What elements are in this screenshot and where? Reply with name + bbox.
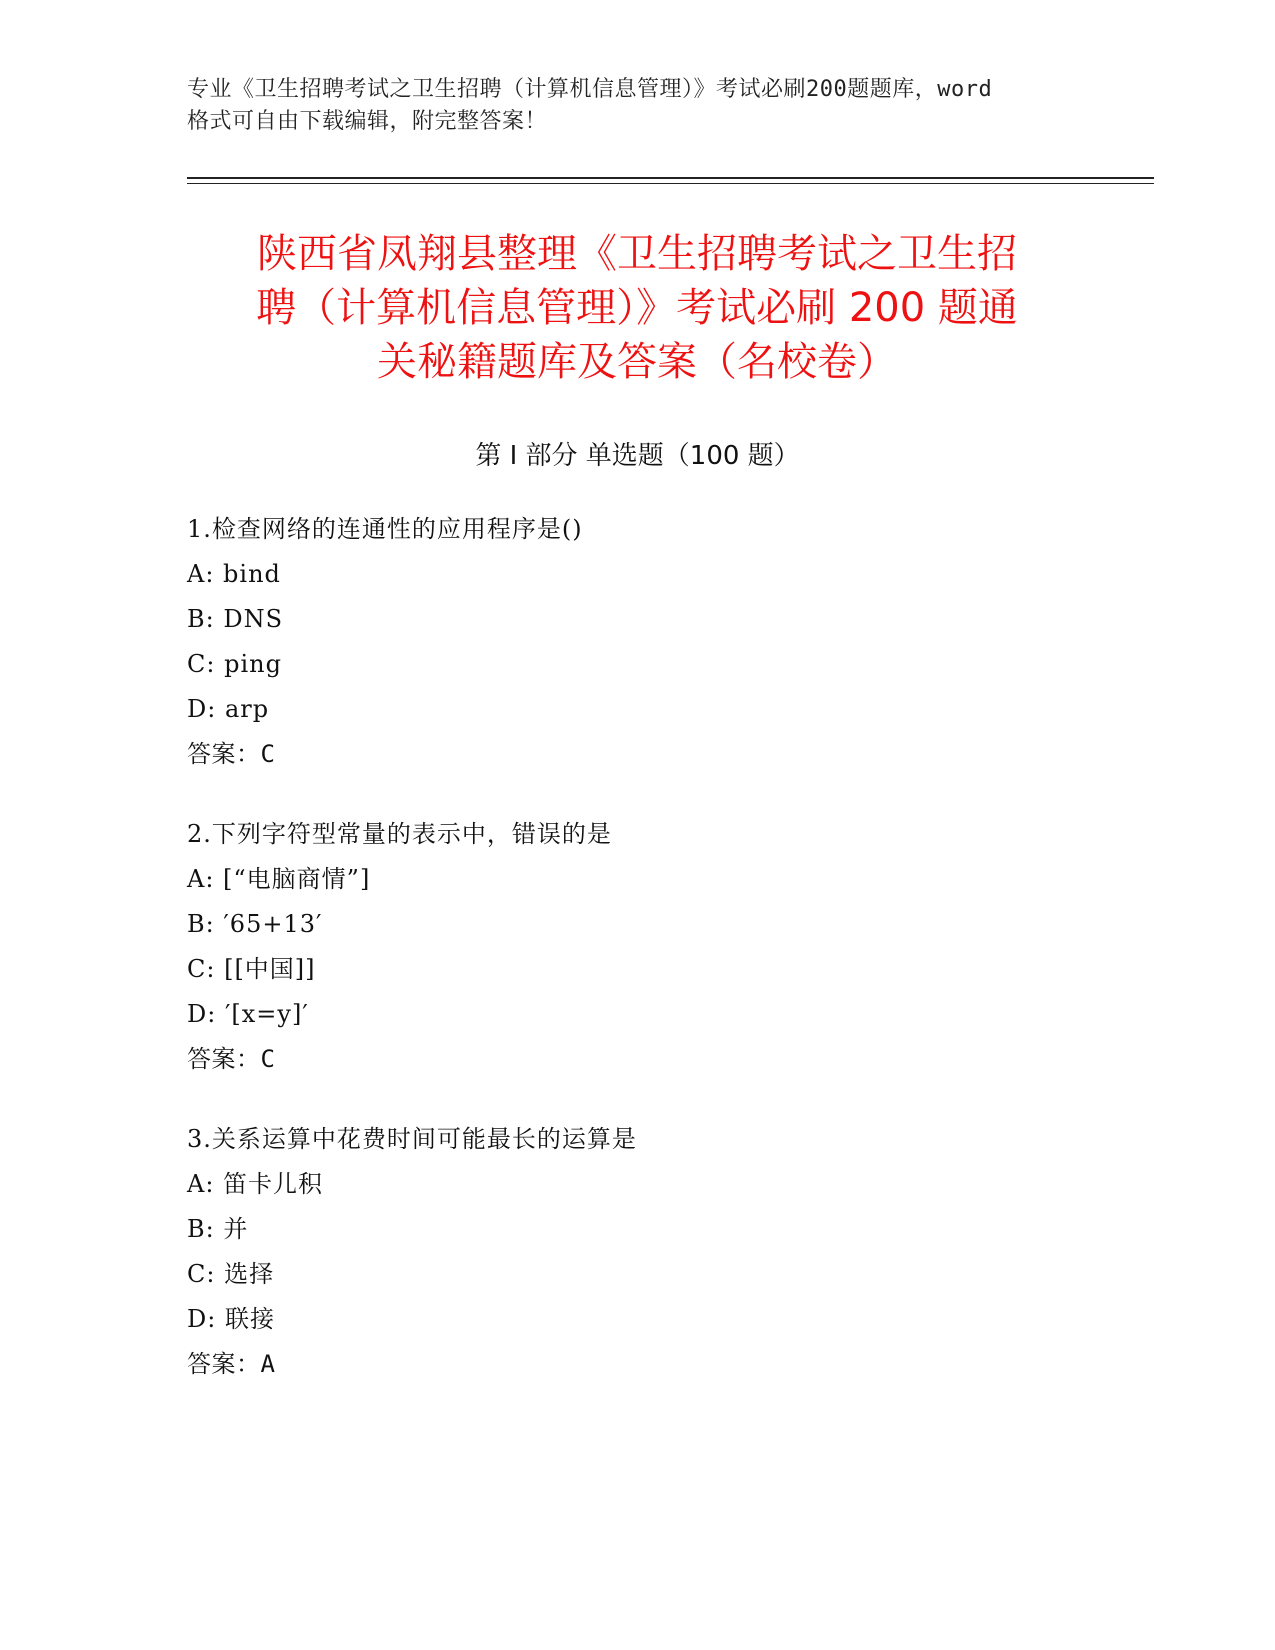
answer-label: 答案： [187,740,261,768]
question-stem: 1.检查网络的连通性的应用程序是() [187,515,583,543]
option-a: A: bind [187,560,281,588]
header-rule-thick [187,177,1154,179]
option-b: B: 并 [187,1215,249,1243]
option-a: A: [“电脑商情”] [187,865,371,893]
option-d: D: 联接 [187,1305,275,1333]
header-note-line-2: 格式可自由下载编辑，附完整答案！ [187,109,548,134]
section-title: 第 I 部分 单选题（100 题） [475,441,800,471]
header-rule-thin [187,183,1154,184]
document-title-line-3: 关秘籍题库及答案（名校卷） [377,339,897,385]
header-note [187,74,1087,138]
option-c: C: ping [187,650,282,678]
answer-value: C [260,1045,276,1073]
answer-label: 答案： [187,1045,261,1073]
document-title [187,227,1087,389]
question-stem: 3.关系运算中花费时间可能最长的运算是 [187,1125,637,1153]
option-d: D: arp [187,695,270,723]
header-note-line-1: 专业《卫生招聘考试之卫生招聘（计算机信息管理）》考试必刷200题题库，word [187,77,993,102]
answer-line [187,1037,1087,1082]
answer-label: 答案： [187,1350,261,1378]
document-title-line-2: 聘（计算机信息管理）》考试必刷 200 题通 [256,285,1018,331]
document-title-line-1: 陕西省凤翔县整理《卫生招聘考试之卫生招 [257,231,1017,277]
question-3 [187,1117,1087,1387]
option-a: A: 笛卡儿积 [187,1170,324,1198]
question-2 [187,812,1087,1082]
option-d: D: ′[x=y]′ [187,1000,309,1028]
answer-line [187,732,1087,777]
question-stem: 2.下列字符型常量的表示中，错误的是 [187,820,612,848]
answer-line [187,1342,1087,1387]
option-b: B: DNS [187,605,284,633]
option-b: B: ′65+13′ [187,910,323,938]
answer-value: A [260,1350,276,1378]
question-1 [187,507,1087,777]
answer-value: C [260,740,276,768]
option-c: C: [[中国]] [187,955,316,983]
option-c: C: 选择 [187,1260,275,1288]
